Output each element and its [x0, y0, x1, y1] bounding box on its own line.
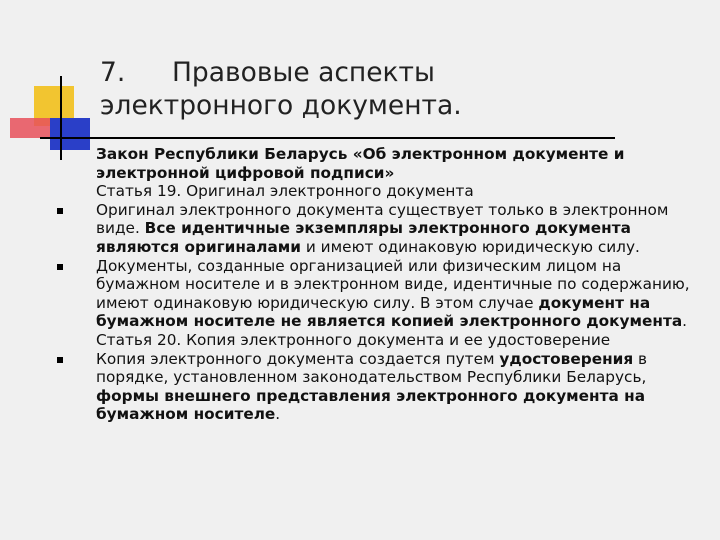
- decor-vertical-line: [60, 76, 62, 160]
- bullet-3-text-end: .: [275, 405, 281, 424]
- slide-body: [96, 145, 708, 424]
- bullet-item-3: [96, 350, 708, 424]
- bullet-3-bold-2: формы внешнего представления электронного документа на бумажном носителе: [96, 386, 646, 424]
- bullet-1-text: Оригинал электронного документа существует только в электронном виде.: [96, 200, 669, 238]
- title-text-1: Правовые аспекты: [172, 57, 435, 88]
- bullet-marker-icon: [57, 208, 63, 214]
- title-line-2: электронного документа.: [100, 90, 462, 121]
- decor-red-square: [10, 118, 50, 138]
- bullet-1-bold: Все идентичные экземпляры электронного документа являются оригиналами: [96, 219, 631, 256]
- bullet-3-text: Копия электронного документа создается путем: [96, 349, 500, 368]
- law-title: [96, 145, 708, 182]
- title-line-1: [100, 56, 462, 89]
- article-20-heading: Статья 20. Копия электронного документа и ее удостоверение: [96, 330, 611, 349]
- bullet-1-text-end: и имеют одинаковую юридическую силу.: [301, 237, 640, 256]
- bullet-2-text: Документы, созданные организацией или физическим лицом на бумажном носителе и в электронном виде, идентичные по содержанию, имеют одинаковую юридическую силу. В этом случае: [96, 256, 690, 312]
- bullet-2-bold: документ на бумажном носителе не является копией электронного документа: [96, 293, 683, 331]
- bullet-3-text-mid: в порядке, установленном законодательством Республики Беларусь,: [96, 349, 648, 387]
- title-number: 7.: [100, 57, 126, 88]
- bullet-3-bold-1: удостоверения: [499, 349, 634, 368]
- law-title-text: Закон Республики Беларусь «Об электронном документе и электронной цифровой подписи»: [96, 145, 625, 182]
- bullet-item-1: [96, 201, 708, 257]
- decor-blue-square: [50, 118, 90, 150]
- bullet-marker-icon: [57, 264, 63, 270]
- bullet-item-2: [96, 257, 708, 331]
- bullet-2-text-end: .: [682, 312, 688, 331]
- slide-title: [100, 56, 462, 122]
- decor-horizontal-line: [40, 137, 615, 139]
- article-19-heading: Статья 19. Оригинал электронного документа: [96, 182, 474, 201]
- bullet-marker-icon: [57, 357, 63, 363]
